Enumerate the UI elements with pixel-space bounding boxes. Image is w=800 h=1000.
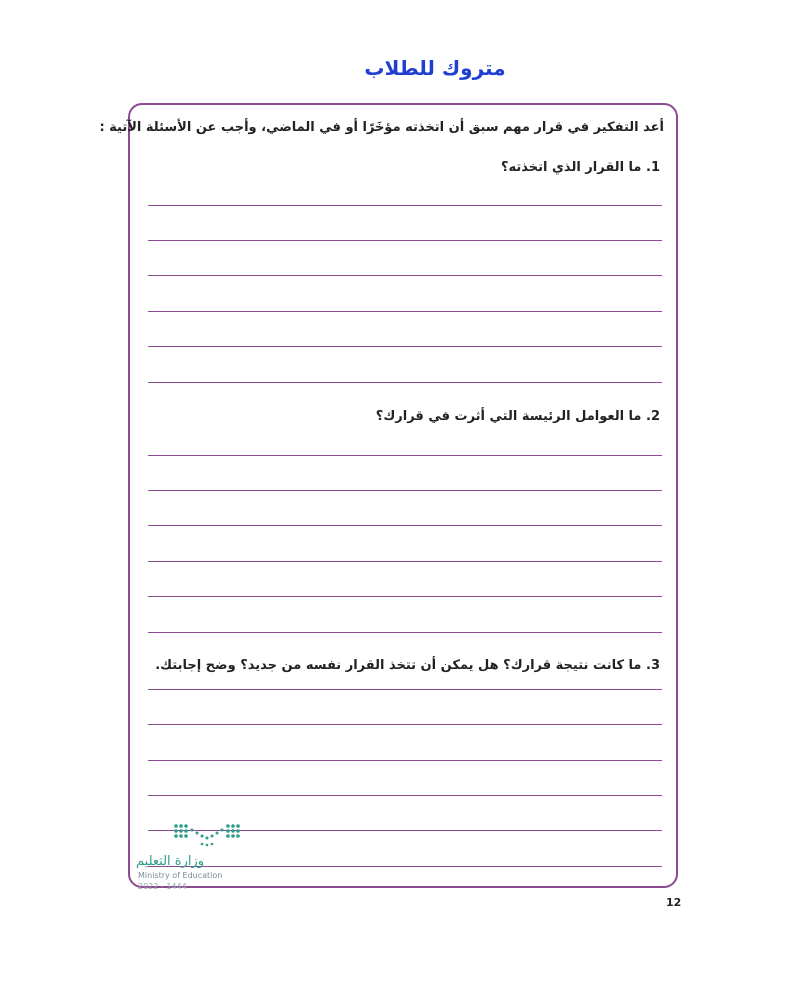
answer-line[interactable]	[148, 795, 662, 796]
answer-line[interactable]	[148, 382, 662, 383]
question-2: 2. ما العوامل الرئيسة التي أثرت في قرارك؟	[375, 409, 660, 424]
question-3: 3. ما كانت نتيجة قرارك؟ هل يمكن أن تتخذ القرار نفسه من جديد؟ وضح إجابتك.	[155, 658, 660, 673]
answer-line[interactable]	[148, 632, 662, 633]
ministry-logo	[136, 820, 266, 895]
page-number: 12	[666, 896, 682, 909]
answer-line[interactable]	[148, 275, 662, 276]
answer-line[interactable]	[148, 490, 662, 491]
answer-line[interactable]	[148, 205, 662, 206]
answer-line[interactable]	[148, 689, 662, 690]
answer-line[interactable]	[148, 455, 662, 456]
page-title: متروك للطلاب	[364, 56, 506, 80]
instruction-text: أعد التفكير في قرار مهم سبق أن اتخذته مؤخَرًا أو في الماضي، وأجب عن الأسئلة الآتية :	[99, 120, 664, 135]
answer-line[interactable]	[148, 760, 662, 761]
worksheet-frame	[128, 103, 678, 888]
ministry-name-english: Ministry of Education	[138, 871, 223, 880]
ministry-name-arabic: وزارة التعليم	[136, 854, 205, 869]
answer-line[interactable]	[148, 346, 662, 347]
answer-line[interactable]	[148, 525, 662, 526]
ministry-emblem-icon	[172, 820, 252, 850]
answer-line[interactable]	[148, 240, 662, 241]
answer-line[interactable]	[148, 561, 662, 562]
answer-line[interactable]	[148, 596, 662, 597]
ministry-year: 2022 - 1444	[138, 882, 187, 891]
answer-line[interactable]	[148, 724, 662, 725]
answer-line[interactable]	[148, 311, 662, 312]
question-1: 1. ما القرار الذي اتخذته؟	[500, 160, 660, 175]
